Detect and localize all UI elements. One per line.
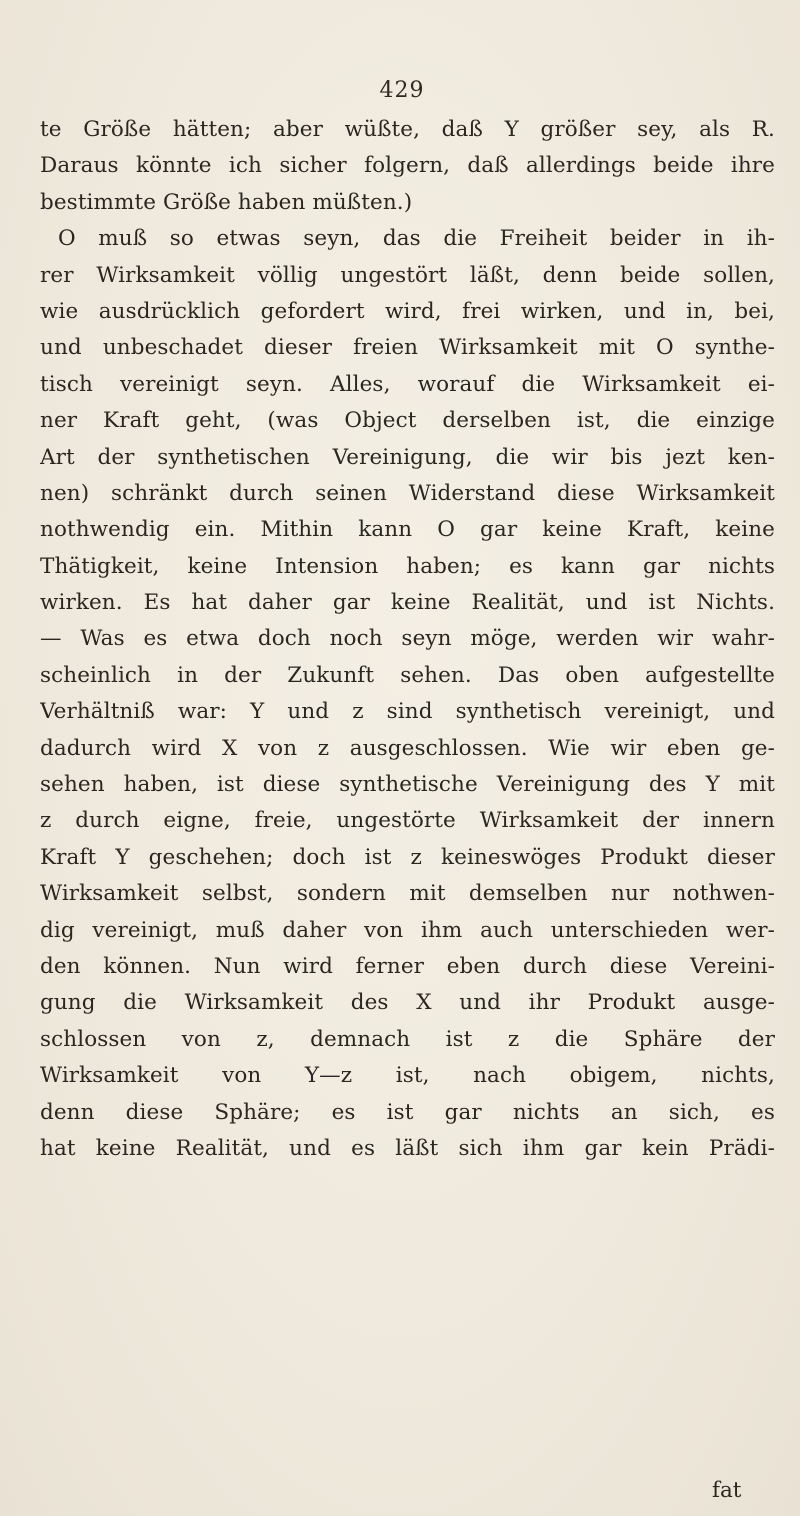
- text-line: Verhältniß war: Y und z sind synthetisch vereinigt, und: [40, 699, 775, 725]
- text-line: sehen haben, ist diese synthetische Vereinigung des Y mit: [40, 772, 775, 798]
- catchword: fat: [712, 1478, 742, 1503]
- text-line: wirken. Es hat daher gar keine Realität, und ist Nichts.: [40, 590, 775, 616]
- text-line: ner Kraft geht, (was Object derselben ist, die einzige: [40, 408, 775, 434]
- body-text: [40, 112, 775, 1167]
- text-line: — Was es etwa doch noch seyn möge, werden wir wahr-: [40, 626, 775, 652]
- text-line: schlossen von z, demnach ist z die Sphäre der: [40, 1026, 775, 1052]
- text-line: scheinlich in der Zukunft sehen. Das oben aufgestellte: [40, 662, 775, 688]
- text-line: Thätigkeit, keine Intension haben; es kann gar nichts: [40, 553, 775, 579]
- text-line: denn diese Sphäre; es ist gar nichts an sich, es: [40, 1099, 775, 1125]
- text-line: tisch vereinigt seyn. Alles, worauf die Wirksamkeit ei-: [40, 371, 775, 397]
- text-line: bestimmte Größe haben müßten.): [40, 189, 413, 215]
- text-line: O muß so etwas seyn, das die Freiheit beider in ih-: [58, 226, 775, 252]
- text-line: nen) schränkt durch seinen Widerstand diese Wirksamkeit: [40, 480, 775, 506]
- text-line: hat keine Realität, und es läßt sich ihm gar kein Prädi-: [40, 1135, 775, 1161]
- text-line: nothwendig ein. Mithin kann O gar keine Kraft, keine: [40, 517, 775, 543]
- text-line: Wirksamkeit selbst, sondern mit demselben nur nothwen-: [40, 881, 775, 907]
- text-line: und unbeschadet dieser freien Wirksamkeit mit O synthe-: [40, 335, 775, 361]
- text-line: te Größe hätten; aber wüßte, daß Y größer sey, als R.: [40, 117, 775, 142]
- text-line: Wirksamkeit von Y—z ist, nach obigem, nichts,: [40, 1063, 775, 1089]
- text-line: z durch eigne, freie, ungestörte Wirksamkeit der innern: [40, 808, 775, 834]
- text-line: dadurch wird X von z ausgeschlossen. Wie wir eben ge-: [40, 735, 775, 761]
- text-line: dig vereinigt, muß daher von ihm auch unterschieden wer-: [40, 917, 775, 943]
- text-line: Art der synthetischen Vereinigung, die wir bis jezt ken-: [40, 444, 775, 470]
- page-number: 429: [379, 78, 425, 103]
- text-line: Kraft Y geschehen; doch ist z keineswöges Produkt dieser: [40, 844, 775, 870]
- text-line: gung die Wirksamkeit des X und ihr Produkt ausge-: [40, 990, 775, 1016]
- text-line: den können. Nun wird ferner eben durch diese Vereini-: [40, 953, 775, 979]
- text-line: rer Wirksamkeit völlig ungestört läßt, denn beide sollen,: [40, 262, 775, 288]
- text-line: Daraus könnte ich sicher folgern, daß allerdings beide ihre: [40, 153, 775, 179]
- text-line: wie ausdrücklich gefordert wird, frei wirken, und in, bei,: [40, 298, 775, 324]
